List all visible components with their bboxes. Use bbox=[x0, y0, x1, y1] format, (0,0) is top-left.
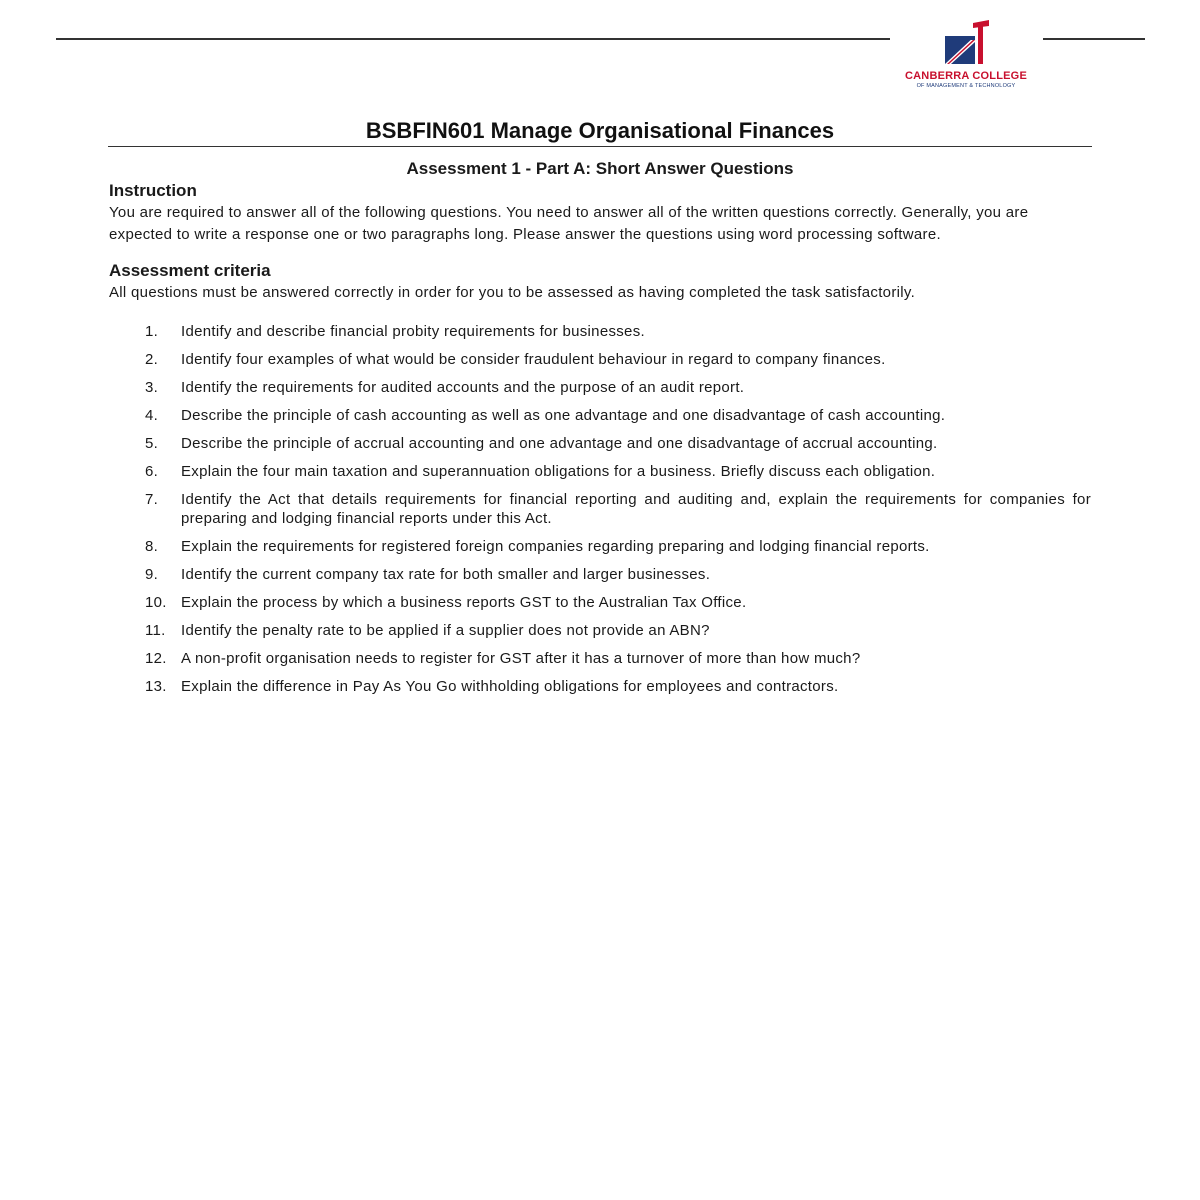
question-number: 7. bbox=[145, 491, 159, 508]
question-text: Identify the penalty rate to be applied if a supplier does not provide an ABN? bbox=[181, 622, 710, 639]
question-item bbox=[109, 322, 1093, 341]
question-item bbox=[109, 593, 1093, 612]
question-number: 1. bbox=[145, 323, 159, 340]
title-divider bbox=[108, 146, 1092, 147]
question-number: 13. bbox=[145, 678, 167, 695]
question-number: 9. bbox=[145, 566, 159, 583]
question-item bbox=[109, 406, 1093, 425]
question-number: 6. bbox=[145, 463, 159, 480]
college-tagline: OF MANAGEMENT & TECHNOLOGY bbox=[916, 83, 1016, 89]
assessment-subtitle: Assessment 1 - Part A: Short Answer Questions bbox=[406, 159, 794, 178]
question-item bbox=[109, 490, 1093, 528]
question-item bbox=[109, 350, 1093, 369]
criteria-text: All questions must be answered correctly in order for you to be assessed as having completed the task satisfactorily. bbox=[109, 284, 916, 301]
question-item bbox=[109, 434, 1093, 453]
question-text: Identify and describe financial probity requirements for businesses. bbox=[181, 323, 645, 340]
question-text: Identify the current company tax rate for both smaller and larger businesses. bbox=[181, 566, 711, 583]
question-item bbox=[109, 537, 1093, 556]
question-item bbox=[109, 649, 1093, 668]
question-text: Explain the process by which a business reports GST to the Australian Tax Office. bbox=[181, 594, 747, 611]
question-list bbox=[109, 322, 1093, 696]
question-item bbox=[109, 565, 1093, 584]
page-title: BSBFIN601 Manage Organisational Finances bbox=[365, 118, 835, 143]
question-text: Describe the principle of cash accounting as well as one advantage and one disadvantage of cash accounting. bbox=[181, 407, 946, 424]
criteria-heading: Assessment criteria bbox=[109, 261, 271, 280]
question-number: 3. bbox=[145, 379, 159, 396]
question-text: Describe the principle of accrual accounting and one advantage and one disadvantage of accrual accounting. bbox=[181, 435, 938, 452]
instruction-heading: Instruction bbox=[109, 181, 197, 200]
question-item bbox=[109, 462, 1093, 481]
college-name: CANBERRA COLLEGE bbox=[905, 70, 1027, 82]
instruction-text: You are required to answer all of the following questions. You need to answer all of the written questions correctly. Generally, you are expected to write a response one or two paragraphs long. Please answer the questions using word processing software. bbox=[109, 204, 1029, 243]
question-text: A non-profit organisation needs to register for GST after it has a turnover of more than how much? bbox=[181, 650, 861, 667]
question-text: Explain the difference in Pay As You Go withholding obligations for employees and contractors. bbox=[181, 678, 839, 695]
question-number: 4. bbox=[145, 407, 159, 424]
question-item bbox=[109, 378, 1093, 397]
question-text: Explain the four main taxation and superannuation obligations for a business. Briefly discuss each obligation. bbox=[181, 463, 936, 480]
header-rule-left bbox=[56, 38, 890, 40]
question-item bbox=[109, 677, 1093, 696]
question-text: Identify the requirements for audited accounts and the purpose of an audit report. bbox=[181, 379, 745, 396]
question-text: Identify the Act that details requirements for financial reporting and auditing and, explain the requirements for companies for preparing and lodging financial reports under this Act. bbox=[181, 491, 1091, 527]
document-body bbox=[109, 180, 1093, 705]
question-number: 5. bbox=[145, 435, 159, 452]
question-number: 2. bbox=[145, 351, 159, 368]
college-logo-emblem-icon bbox=[943, 20, 989, 68]
question-text: Explain the requirements for registered foreign companies regarding preparing and lodging financial reports. bbox=[181, 538, 930, 555]
question-number: 12. bbox=[145, 650, 167, 667]
question-item bbox=[109, 621, 1093, 640]
question-number: 10. bbox=[145, 594, 167, 611]
question-number: 11. bbox=[145, 622, 166, 639]
header-rule-right bbox=[1043, 38, 1145, 40]
college-logo bbox=[895, 18, 1037, 90]
question-number: 8. bbox=[145, 538, 159, 555]
question-text: Identify four examples of what would be consider fraudulent behaviour in regard to company finances. bbox=[181, 351, 886, 368]
